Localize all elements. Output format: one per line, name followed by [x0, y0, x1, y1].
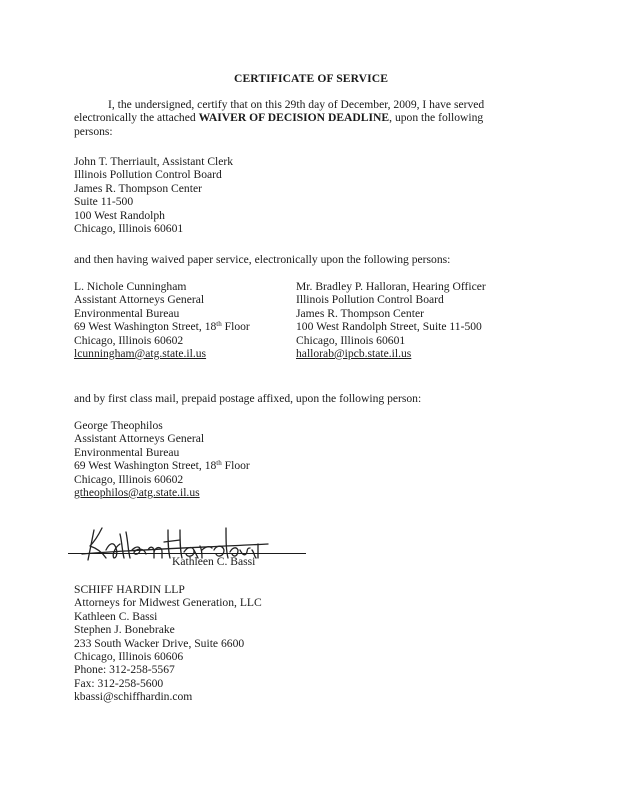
sender-fax: Fax: 312-258-5600 — [74, 676, 164, 690]
waived-service-intro: and then having waived paper service, electronically upon the following persons: — [74, 253, 451, 266]
recipient-city: Chicago, Illinois 60601 — [296, 333, 406, 347]
recipient-city: Chicago, Illinois 60602 — [74, 472, 184, 486]
recipient-street — [74, 459, 250, 472]
intro-line-2-pre: electronically the attached — [74, 111, 199, 125]
street-ordinal: th — [216, 459, 222, 468]
recipient-name: L. Nichole Cunningham — [74, 280, 187, 293]
sender-line: Kathleen C. Bassi — [74, 609, 158, 623]
recipient-email-link[interactable]: gtheophilos@atg.state.il.us — [74, 485, 200, 499]
sender-block — [74, 583, 262, 704]
sender-phone: Phone: 312-258-5567 — [74, 663, 175, 677]
sender-line: Chicago, Illinois 60606 — [74, 649, 184, 663]
intro-line-1: I, the undersigned, certify that on this 29th day of December, 2009, I have served — [108, 98, 485, 111]
address-line: Suite 11-500 — [74, 195, 134, 209]
recipient-title: Assistant Attorneys General — [74, 432, 205, 446]
recipient-bureau: Environmental Bureau — [74, 445, 180, 459]
street-text: 69 West Washington Street, 18 — [74, 320, 217, 334]
document-title: CERTIFICATE OF SERVICE — [233, 72, 389, 85]
street-floor: Floor — [221, 459, 250, 473]
address-line: 100 West Randolph — [74, 208, 165, 222]
street-ordinal: th — [216, 320, 222, 329]
recipient-name: George Theophilos — [74, 419, 163, 432]
address-line: Chicago, Illinois 60601 — [74, 221, 184, 235]
mail-recipient-address — [74, 419, 250, 499]
intro-paragraph — [74, 98, 524, 138]
sender-line: Stephen J. Bonebrake — [74, 623, 175, 637]
recipient-org: Illinois Pollution Control Board — [296, 293, 444, 307]
address-line: John T. Therriault, Assistant Clerk — [74, 155, 234, 168]
recipient-title: Assistant Attorneys General — [74, 293, 205, 307]
mail-service-intro: and by first class mail, prepaid postage affixed, upon the following person: — [74, 392, 422, 405]
recipient-city: Chicago, Illinois 60602 — [74, 333, 184, 347]
intro-line-3: persons: — [74, 124, 113, 138]
recipient-street: 100 West Randolph Street, Suite 11-500 — [296, 320, 482, 334]
left-recipient-address — [74, 280, 250, 360]
signer-printed-name: Kathleen C. Bassi — [172, 555, 256, 568]
right-recipient-address — [296, 280, 486, 360]
sender-line: 233 South Wacker Drive, Suite 6600 — [74, 636, 245, 650]
primary-recipient-address — [74, 155, 233, 235]
recipient-building: James R. Thompson Center — [296, 306, 424, 320]
signature-script-text: Kathleen C. Bassi — [68, 420, 76, 421]
document-reference: WAIVER OF DECISION DEADLINE — [198, 111, 390, 125]
signature-line — [68, 553, 306, 554]
sender-line: Attorneys for Midwest Generation, LLC — [74, 596, 262, 610]
street-text: 69 West Washington Street, 18 — [74, 459, 217, 473]
sender-firm: SCHIFF HARDIN LLP — [74, 583, 185, 596]
sender-email-link[interactable]: kbassi@schiffhardin.com — [74, 690, 193, 704]
address-line: Illinois Pollution Control Board — [74, 168, 222, 182]
recipient-email-link[interactable]: hallorab@ipcb.state.il.us — [296, 346, 412, 360]
recipient-name: Mr. Bradley P. Halloran, Hearing Officer — [296, 280, 486, 293]
recipient-street — [74, 320, 250, 333]
recipient-bureau: Environmental Bureau — [74, 306, 180, 320]
intro-line-2 — [74, 111, 524, 124]
intro-line-2-post: , upon the following — [389, 111, 484, 125]
address-line: James R. Thompson Center — [74, 181, 202, 195]
recipient-email-link[interactable]: lcunningham@atg.state.il.us — [74, 346, 207, 360]
street-floor: Floor — [221, 320, 250, 334]
